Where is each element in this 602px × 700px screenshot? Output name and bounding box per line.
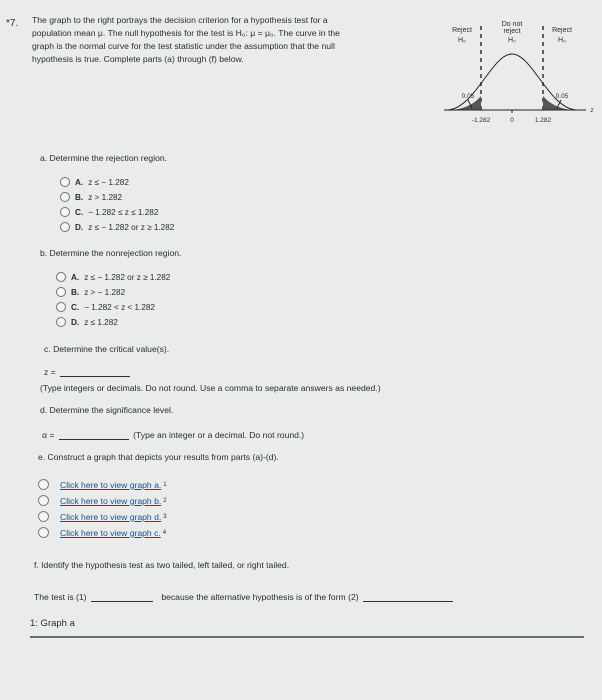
option-letter: C.	[75, 207, 84, 217]
part-f-title: f. Identify the hypothesis test as two tailed, left tailed, or right tailed.	[34, 560, 290, 570]
do-not-label: Do not	[501, 21, 523, 28]
intro-line: hypothesis is true. Complete parts (a) through (f) below.	[32, 54, 244, 64]
option-text: z > 1.282	[88, 192, 123, 202]
option-text: z ≤ 1.282	[84, 317, 118, 327]
graph-option-c[interactable]	[38, 527, 167, 538]
radio-button[interactable]	[56, 287, 66, 297]
radio-button[interactable]	[38, 479, 49, 490]
test-type-prefix: The test is (1)	[34, 592, 87, 602]
option-text: z ≤ − 1.282	[88, 177, 129, 187]
graph-option-a[interactable]	[38, 479, 167, 490]
graph-a-footnote-label: 1: Graph a	[30, 618, 75, 629]
question-intro	[32, 14, 422, 66]
tick-center-label: 0	[510, 117, 514, 124]
radio-button[interactable]	[56, 302, 66, 312]
area-right-label: 0.05	[555, 93, 569, 100]
option-text: − 1.282 < z < 1.282	[84, 302, 155, 312]
part-b-option-a[interactable]	[56, 272, 170, 282]
significance-level-input[interactable]	[59, 430, 129, 440]
option-letter: B.	[71, 287, 80, 297]
tick-right-label: 1.282	[534, 117, 552, 124]
intro-line: population mean μ. The null hypothesis for the test is H₀: μ = μ₀. The curve in the	[32, 28, 340, 38]
alpha-hint: (Type an integer or a decimal. Do not round.)	[133, 430, 305, 440]
graph-option-b[interactable]	[38, 495, 167, 506]
option-text: z ≤ − 1.282 or z ≥ 1.282	[88, 222, 175, 232]
option-letter: A.	[71, 272, 80, 282]
part-f-sentence	[34, 592, 455, 602]
option-text: − 1.282 ≤ z ≤ 1.282	[88, 207, 159, 217]
critical-value-input[interactable]	[60, 367, 130, 377]
option-letter: A.	[75, 177, 84, 187]
axis-variable-label: z	[590, 107, 594, 114]
part-d-title: d. Determine the significance level.	[40, 405, 174, 415]
radio-button[interactable]	[38, 511, 49, 522]
graph-option-d[interactable]	[38, 511, 167, 522]
test-type-dropdown[interactable]	[91, 592, 153, 602]
part-a-option-b[interactable]	[60, 192, 174, 202]
part-a-options	[60, 177, 174, 232]
question-number: *7.	[6, 18, 19, 29]
normal-curve	[448, 54, 576, 110]
part-a-option-d[interactable]	[60, 222, 174, 232]
option-letter: B.	[75, 192, 84, 202]
decision-criterion-graph	[440, 12, 600, 137]
part-b-title: b. Determine the nonrejection region.	[40, 248, 182, 258]
graph-c-link[interactable]: Click here to view graph c.	[60, 527, 161, 538]
reject-right-label: Reject	[552, 27, 572, 34]
footnote-marker: 1	[163, 481, 167, 488]
graph-b-link[interactable]: Click here to view graph b.	[60, 495, 162, 506]
option-letter: C.	[71, 302, 80, 312]
footnote-marker: 2	[163, 497, 167, 504]
graph-link-list	[38, 479, 167, 538]
part-c-hint: (Type integers or decimals. Do not round. Use a comma to separate answers as needed.)	[40, 383, 381, 393]
radio-button[interactable]	[56, 317, 66, 327]
radio-button[interactable]	[60, 207, 70, 217]
part-a-title: a. Determine the rejection region.	[40, 153, 168, 163]
intro-line: The graph to the right portrays the decision criterion for a hypothesis test for a	[32, 15, 328, 25]
graph-a-link[interactable]: Click here to view graph a.	[60, 479, 162, 490]
critical-value-prefix: z =	[44, 367, 56, 377]
reject-left-h0: H₀	[458, 37, 466, 44]
footnote-marker: 3	[163, 513, 167, 520]
option-letter: D.	[71, 317, 80, 327]
part-b-option-d[interactable]	[56, 317, 170, 327]
alternative-hypothesis-text: because the alternative hypothesis is of the form (2)	[161, 592, 359, 602]
option-text: z > − 1.282	[84, 287, 126, 297]
tick-left-label: -1.282	[471, 117, 491, 124]
reject-right-h0: H₀	[558, 37, 566, 44]
alpha-prefix: α =	[42, 430, 55, 440]
radio-button[interactable]	[38, 527, 49, 538]
part-b-options	[56, 272, 170, 327]
do-not-reject-h0: H₀	[508, 37, 516, 44]
option-text: z ≤ − 1.282 or z ≥ 1.282	[84, 272, 171, 282]
reject-left-label: Reject	[452, 27, 472, 34]
part-b-option-c[interactable]	[56, 302, 170, 312]
graph-d-link[interactable]: Click here to view graph d.	[60, 511, 162, 522]
radio-button[interactable]	[60, 177, 70, 187]
radio-button[interactable]	[56, 272, 66, 282]
footnote-marker: 4	[162, 529, 167, 536]
reject-center-label: reject	[503, 28, 521, 35]
radio-button[interactable]	[60, 192, 70, 202]
radio-button[interactable]	[60, 222, 70, 232]
part-a-option-c[interactable]	[60, 207, 174, 217]
alternative-form-dropdown[interactable]	[363, 592, 453, 602]
part-a-option-a[interactable]	[60, 177, 174, 187]
part-c-answer-row	[44, 367, 132, 377]
radio-button[interactable]	[38, 495, 49, 506]
part-d-answer-row	[42, 430, 304, 440]
part-c-title: c. Determine the critical value(s).	[44, 344, 170, 354]
part-e-title: e. Construct a graph that depicts your results from parts (a)-(d).	[38, 452, 279, 462]
option-letter: D.	[75, 222, 84, 232]
divider	[30, 636, 584, 638]
part-b-option-b[interactable]	[56, 287, 170, 297]
intro-line: graph is the normal curve for the test statistic under the assumption that the null	[32, 41, 335, 51]
area-left-label: 0.05	[461, 93, 475, 100]
